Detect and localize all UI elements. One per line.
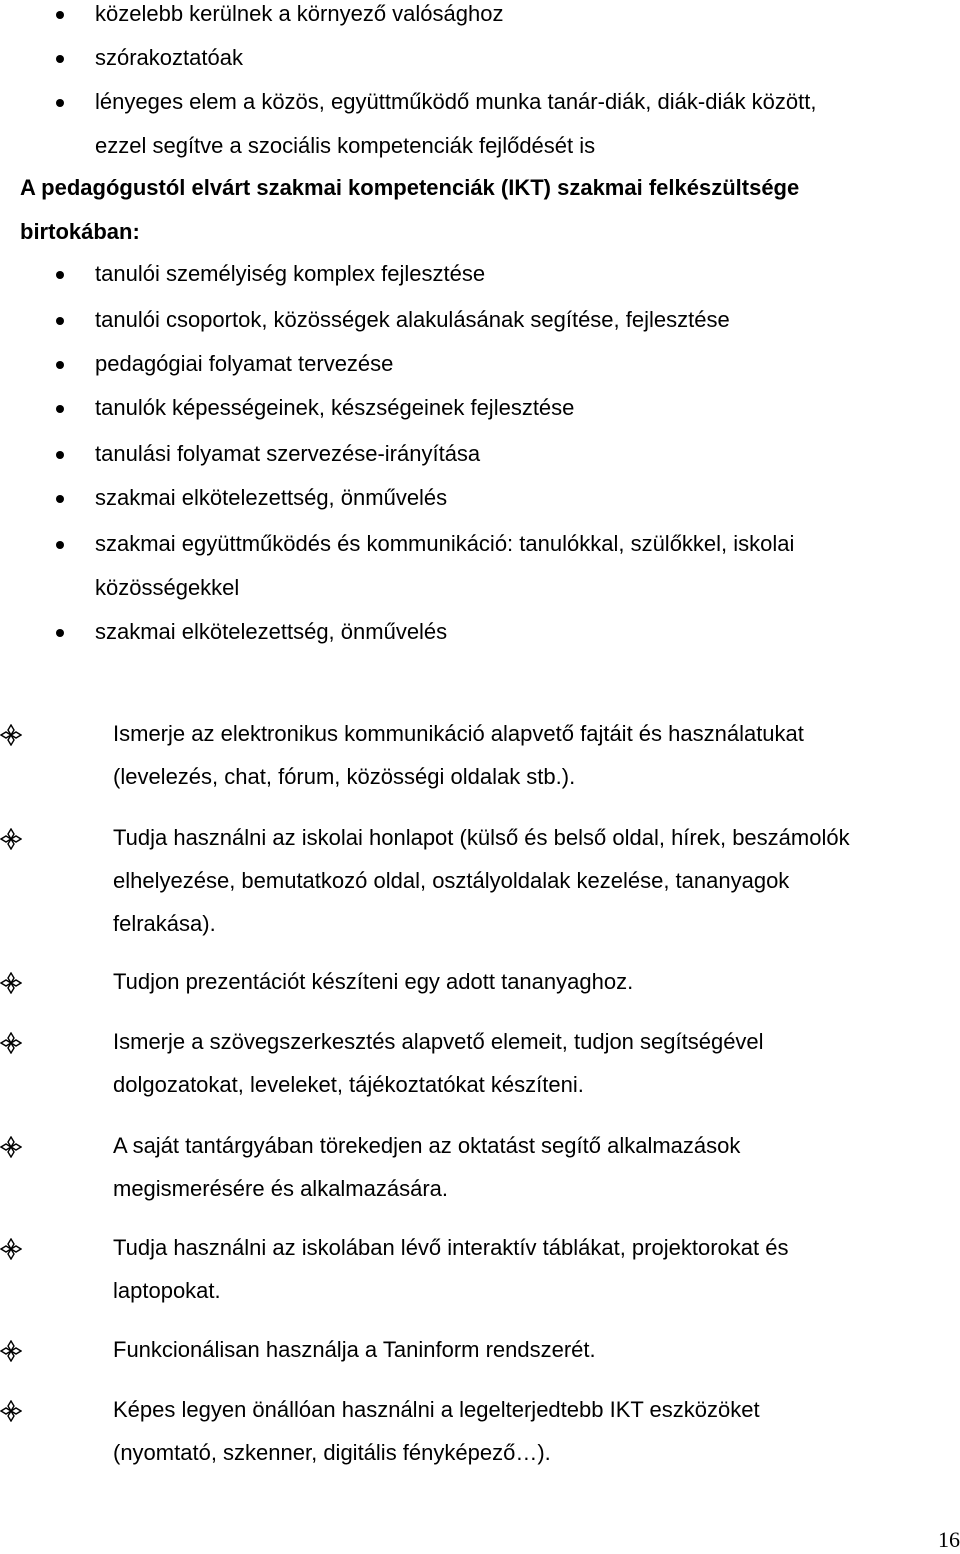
list-item-line: közösségekkel (95, 575, 240, 600)
list-item-line: szakmai elkötelezettség, önművelés (95, 619, 448, 644)
bullet-dot-icon (56, 451, 64, 459)
objective-line: elhelyezése, bemutatkozó oldal, osztályoldalak kezelése, tananyagok (113, 868, 790, 893)
four-diamond-bullet-icon (0, 1340, 22, 1362)
four-diamond-bullet-icon (0, 724, 22, 746)
list-item-line: tanulók képességeinek, készségeinek fejlesztése (95, 395, 575, 420)
bullet-dot-icon (56, 629, 64, 637)
objective-line: (levelezés, chat, fórum, közösségi oldalak stb.). (113, 764, 576, 789)
four-diamond-bullet-icon (0, 1136, 22, 1158)
bullet-dot-icon (56, 405, 64, 413)
objective-line: felrakása). (113, 911, 216, 936)
list-item-line: szórakoztatóak (95, 45, 243, 70)
bullet-dot-icon (56, 271, 64, 279)
objective-line: Ismerje az elektronikus kommunikáció alapvető fajtáit és használatukat (113, 721, 804, 746)
page-number: 16 (938, 1527, 960, 1552)
bullet-dot-icon (56, 361, 64, 369)
bullet-dot-icon (56, 495, 64, 503)
objective-line: Tudja használni az iskolában lévő interaktív táblákat, projektorokat és (113, 1235, 789, 1260)
bullet-dot-icon (56, 541, 64, 549)
list-item-line: közelebb kerülnek a környező valósághoz (95, 1, 504, 26)
objective-line: Tudjon prezentációt készíteni egy adott tananyaghoz. (113, 969, 634, 994)
bullet-dot-icon (56, 99, 64, 107)
objective-line: (nyomtató, szkenner, digitális fényképező…). (113, 1440, 551, 1465)
objective-line: dolgozatokat, leveleket, tájékoztatókat készíteni. (113, 1072, 584, 1097)
objective-line: Funkcionálisan használja a Taninform rendszerét. (113, 1337, 596, 1362)
list-item-line: lényeges elem a közös, együttműködő munka tanár-diák, diák-diák között, (95, 89, 817, 114)
list-item-line: tanulói csoportok, közösségek alakulásának segítése, fejlesztése (95, 307, 730, 332)
list-item-line: tanulási folyamat szervezése-irányítása (95, 441, 481, 466)
objective-line: Ismerje a szövegszerkesztés alapvető elemeit, tudjon segítségével (113, 1029, 764, 1054)
objective-line: laptopokat. (113, 1278, 221, 1303)
bullet-dot-icon (56, 55, 64, 63)
section-heading: A pedagógustól elvárt szakmai kompetenciák (IKT) szakmai felkészültsége (20, 175, 800, 200)
bullet-dot-icon (56, 11, 64, 19)
four-diamond-bullet-icon (0, 828, 22, 850)
bullet-dot-icon (56, 317, 64, 325)
list-item-line: tanulói személyiség komplex fejlesztése (95, 261, 486, 286)
objective-line: Képes legyen önállóan használni a legelterjedtebb IKT eszközöket (113, 1397, 760, 1422)
list-item-line: szakmai elkötelezettség, önművelés (95, 485, 448, 510)
list-item-line: szakmai együttműködés és kommunikáció: tanulókkal, szülőkkel, iskolai (95, 531, 795, 556)
objective-line: megismerésére és alkalmazására. (113, 1176, 449, 1201)
section-heading: birtokában: (20, 219, 140, 244)
objective-line: Tudja használni az iskolai honlapot (külső és belső oldal, hírek, beszámolók (113, 825, 850, 850)
four-diamond-bullet-icon (0, 1032, 22, 1054)
four-diamond-bullet-icon (0, 1400, 22, 1422)
four-diamond-bullet-icon (0, 972, 22, 994)
list-item-line: pedagógiai folyamat tervezése (95, 351, 394, 376)
list-item-line: ezzel segítve a szociális kompetenciák fejlődését is (95, 133, 596, 158)
objective-line: A saját tantárgyában törekedjen az oktatást segítő alkalmazások (113, 1133, 741, 1158)
four-diamond-bullet-icon (0, 1238, 22, 1260)
